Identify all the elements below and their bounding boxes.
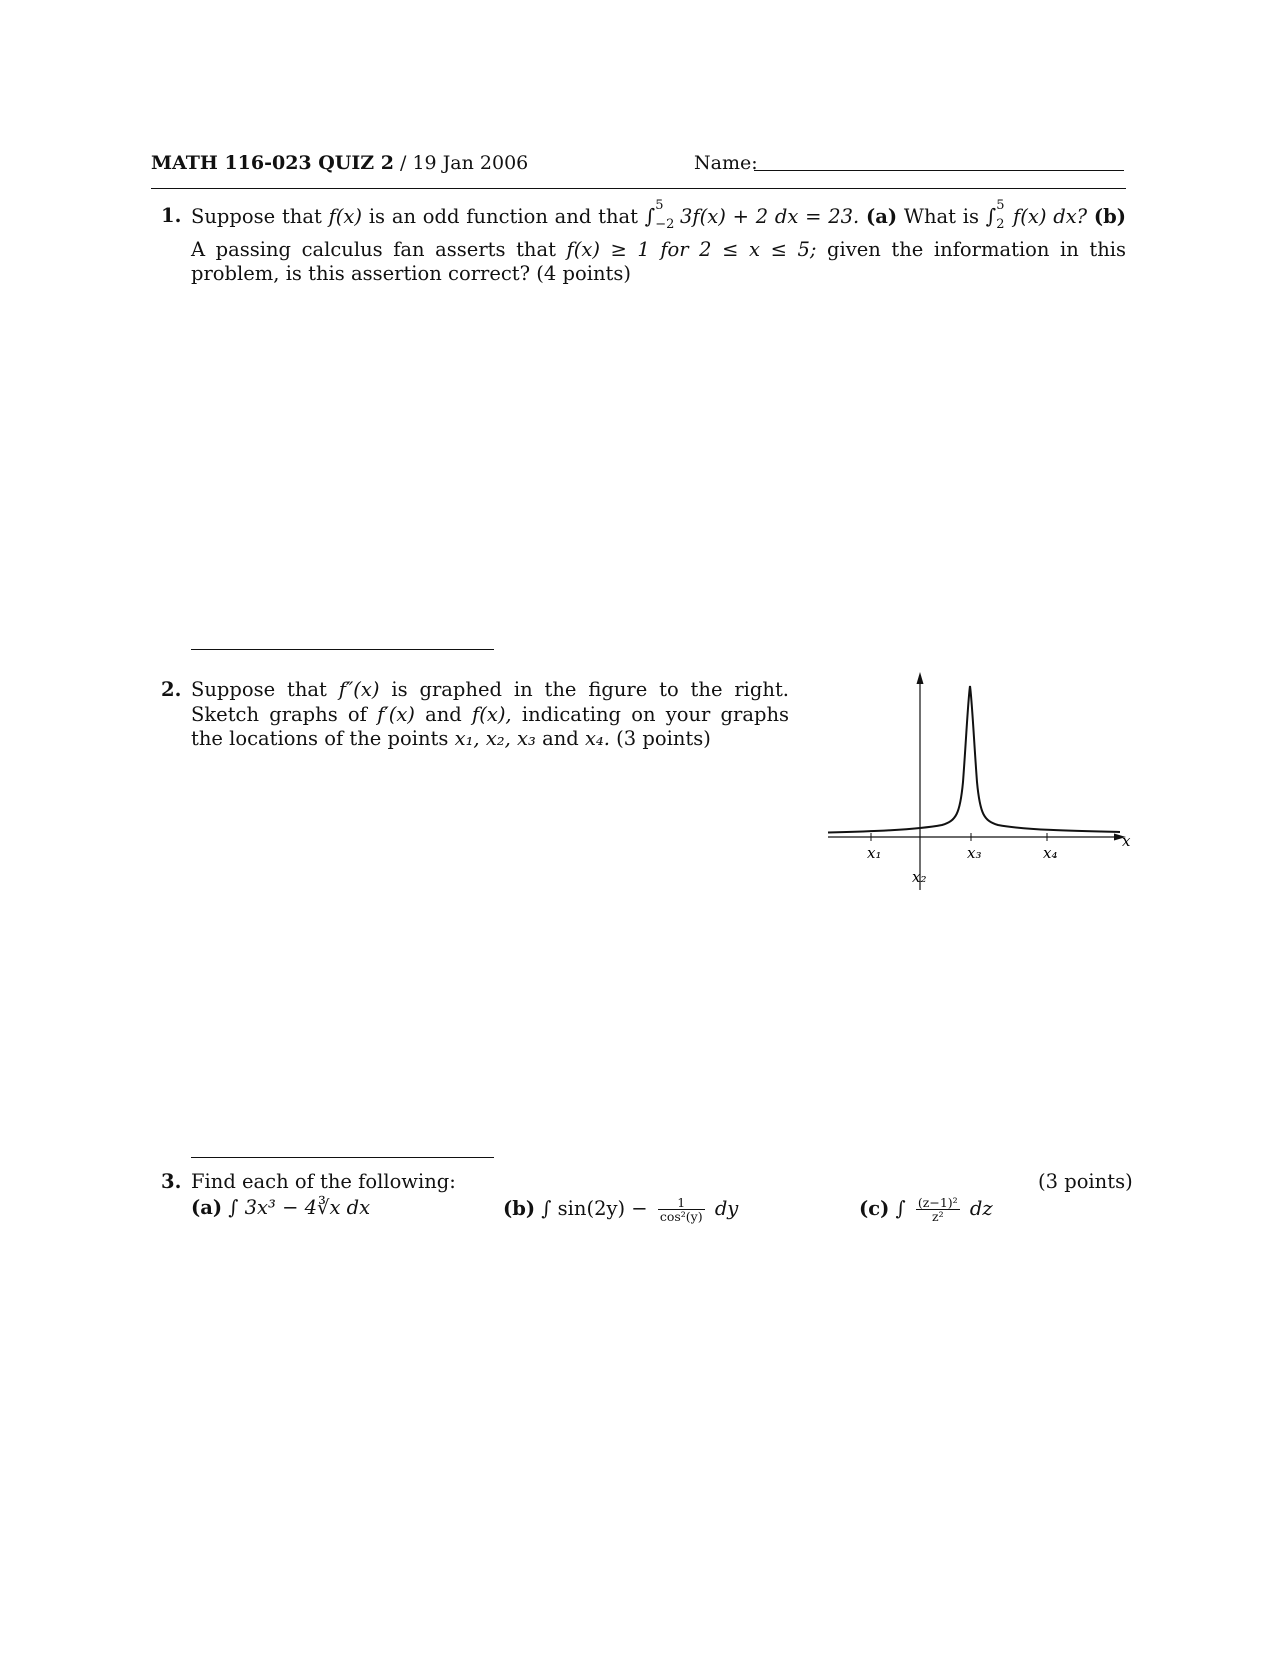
p1-text: A passing calculus fan asserts that — [191, 237, 556, 261]
p3-part-c-label: (c) — [859, 1197, 890, 1220]
problem-number: 1. — [161, 204, 182, 227]
p1-integrand-2: f(x) dx? — [1013, 205, 1088, 228]
p1-lower-limit-2: 2 — [996, 217, 1005, 232]
p3-part-b — [503, 1196, 738, 1223]
p3-part-c-fraction — [916, 1196, 960, 1223]
label-x2: x₂ — [912, 868, 927, 886]
integral-sign: ∫ — [895, 1197, 906, 1220]
p2-x4: x₄. — [584, 727, 610, 750]
p1-text: is an odd function and that — [368, 205, 638, 228]
p3-part-c — [859, 1196, 993, 1223]
p3-part-a-expr: ∫ 3x³ − 4∛x dx — [228, 1196, 371, 1219]
p2-text: indicating on your graphs the locations of the points — [191, 702, 790, 750]
p1-text: What is — [903, 205, 980, 228]
p2-text: is graphed in the figure to the right. Sketch graphs of — [191, 678, 789, 726]
problem-3 — [161, 1170, 1126, 1195]
fraction-denominator: z² — [931, 1209, 944, 1224]
name-label: Name: — [694, 152, 758, 174]
header-rule — [151, 188, 1126, 189]
p1-part-a-label: (a) — [866, 205, 898, 228]
fpp-curve — [828, 686, 1120, 833]
p1-fx: f(x) — [328, 205, 363, 228]
p3-points: (3 points) — [1038, 1170, 1133, 1193]
answer-divider — [191, 1157, 494, 1158]
fraction-denominator: cos²(y) — [659, 1209, 703, 1224]
p2-x3: x₃ — [517, 727, 536, 750]
p1-upper-limit-2: 5 — [996, 198, 1005, 213]
p3-part-a-label: (a) — [191, 1196, 223, 1219]
p3-part-b-expr: ∫ sin(2y) − — [541, 1197, 648, 1220]
quiz-title — [151, 152, 528, 174]
label-x1: x₁ — [867, 844, 882, 862]
p2-fp: f′(x) — [377, 702, 415, 726]
problem-number: 2. — [161, 678, 182, 701]
p2-points: (3 points) — [616, 727, 711, 750]
y-axis-arrow — [917, 672, 924, 684]
integral-sign: ∫ — [644, 204, 656, 228]
p3-part-a — [191, 1196, 370, 1219]
p1-integrand: 3f(x) + 2 dx = 23. — [679, 205, 860, 228]
fraction-numerator: 1 — [658, 1196, 705, 1210]
p3-part-b-tail: dy — [714, 1197, 739, 1220]
integral-sign: ∫ — [985, 204, 997, 228]
quiz-header — [151, 150, 1126, 186]
p1-upper-limit: 5 — [655, 198, 664, 213]
p2-x2: x₂, — [485, 727, 511, 750]
label-x4: x₄ — [1043, 844, 1058, 862]
problem-number: 3. — [161, 1170, 182, 1193]
p2-fpp: f″(x) — [338, 678, 380, 701]
p3-parts — [191, 1196, 1126, 1230]
name-line — [754, 170, 1124, 171]
p1-text: given the information in this problem, is this assertion correct? (4 points) — [191, 237, 1126, 285]
p2-f: f(x), — [472, 702, 512, 726]
p2-text: Suppose that — [191, 678, 327, 701]
problem-1 — [161, 198, 1127, 287]
problem-2 — [161, 678, 790, 752]
p3-prompt: Find each of the following: — [191, 1170, 456, 1193]
p2-x1: x₁, — [454, 727, 480, 750]
fraction-numerator: (z−1)² — [917, 1195, 958, 1210]
p1-part-b-label: (b) — [1093, 205, 1127, 228]
answer-divider — [191, 649, 494, 650]
p1-text: Suppose that — [191, 205, 322, 228]
p2-text: and — [425, 702, 462, 726]
p1-inequality: f(x) ≥ 1 for 2 ≤ x ≤ 5; — [566, 237, 817, 261]
p3-part-b-label: (b) — [503, 1197, 536, 1220]
fpp-graph — [820, 672, 1140, 902]
label-x-axis: x — [1122, 832, 1131, 850]
label-x3: x₃ — [967, 844, 982, 862]
p3-part-c-tail: dz — [969, 1197, 993, 1220]
quiz-date: / 19 Jan 2006 — [400, 152, 529, 174]
p1-lower-limit: −2 — [655, 217, 675, 232]
p2-text: and — [542, 727, 579, 750]
course-quiz-label: MATH 116-023 QUIZ 2 — [151, 152, 394, 174]
p3-part-b-fraction — [658, 1196, 705, 1223]
